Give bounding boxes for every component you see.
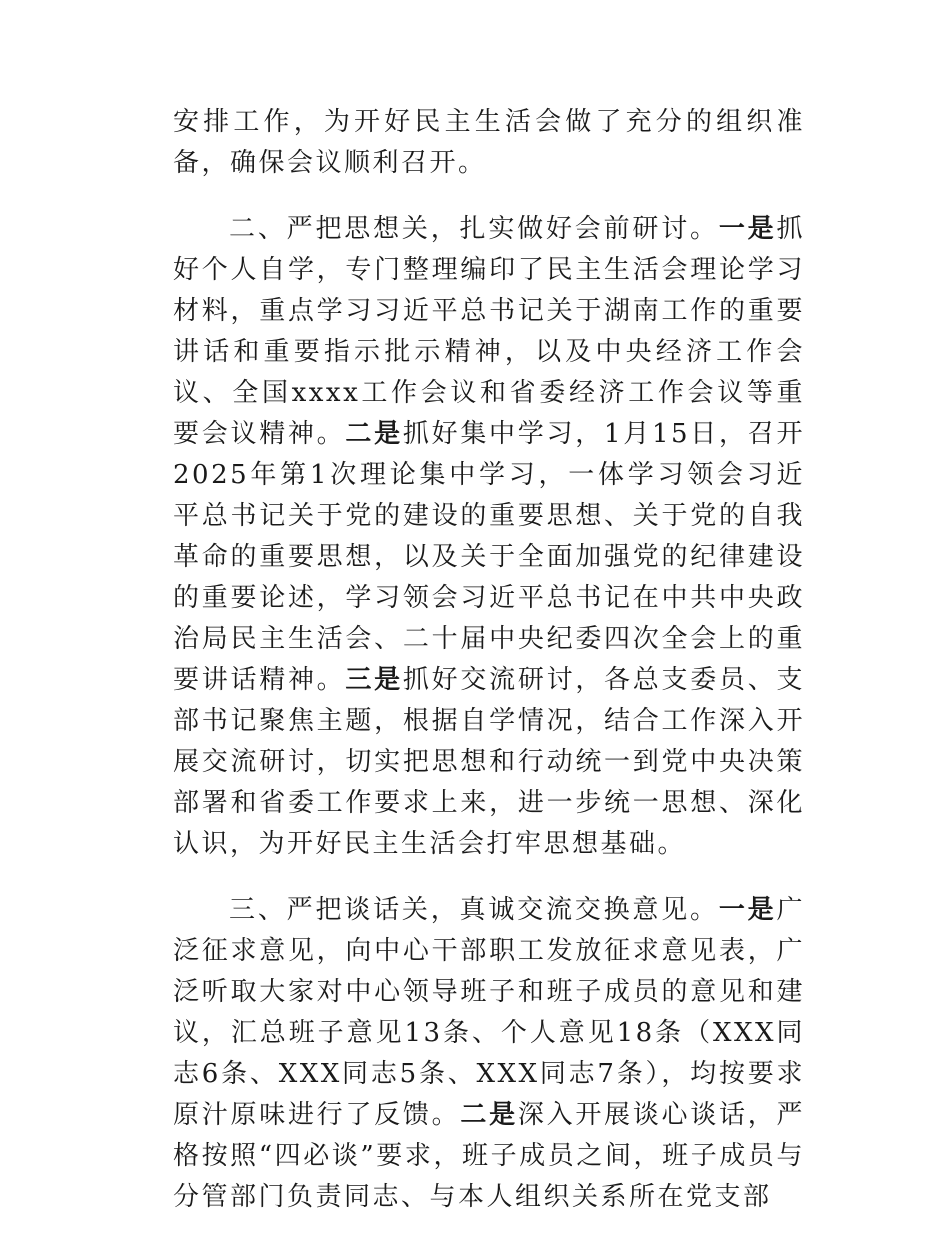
section-3-point-2-marker: 二是 bbox=[460, 1100, 518, 1130]
section-2-point-3-text: 抓好交流研讨，各总支委员、支部书记聚焦主题，根据自学情况，结合工作深入开展交流研讨，切实把思想和行动统一到党中央决策部署和省委工作要求上来，进一步统一思想、深化认识，为开好民主生活会打牢思想基础。 bbox=[173, 665, 805, 859]
paragraph-section-2 bbox=[173, 209, 805, 865]
section-2-point-1-marker: 一是 bbox=[718, 214, 777, 244]
paragraph-continuation: 安排工作，为开好民主生活会做了充分的组织准备，确保会议顺利召开。 bbox=[173, 107, 805, 178]
section-3-point-1-marker: 一是 bbox=[718, 895, 777, 925]
paragraph-section-3 bbox=[173, 890, 805, 1218]
section-3-point-1-text: 广泛征求意见，向中心干部职工发放征求意见表，广泛听取大家对中心领导班子和班子成员的意见和建议，汇总班子意见13条、个人意见18条（XXX同志6条、XXX同志5条、XXX同志7条），均按要求原汁原味进行了反馈。 bbox=[173, 895, 805, 1130]
section-3-heading: 三、严把谈话关，真诚交流交换意见。 bbox=[229, 895, 719, 925]
section-2-point-2-marker: 二是 bbox=[345, 419, 403, 449]
section-2-point-2-text: 抓好集中学习，1月15日，召开2025年第1次理论集中学习，一体学习领会习近平总书记关于党的建设的重要思想、关于党的自我革命的重要思想，以及关于全面加强党的纪律建设的重要论述，学习领会习近平总书记在中共中央政治局民主生活会、二十届中央纪委四次全会上的重要讲话精神。 bbox=[173, 419, 805, 695]
section-2-point-1-text: 抓好个人自学，专门整理编印了民主生活会理论学习材料，重点学习习近平总书记关于湖南工作的重要讲话和重要指示批示精神，以及中央经济工作会议、全国xxxx工作会议和省委经济工作会议等重要会议精神。 bbox=[173, 214, 805, 449]
section-3-point-2-text: 深入开展谈心谈话，严格按照“四必谈”要求，班子成员之间，班子成员与分管部门负责同志、与本人组织关系所在党支部 bbox=[173, 1100, 805, 1212]
section-2-point-3-marker: 三是 bbox=[345, 665, 403, 695]
document-page bbox=[173, 102, 805, 1243]
section-2-heading: 二、严把思想关，扎实做好会前研讨。 bbox=[229, 214, 719, 244]
